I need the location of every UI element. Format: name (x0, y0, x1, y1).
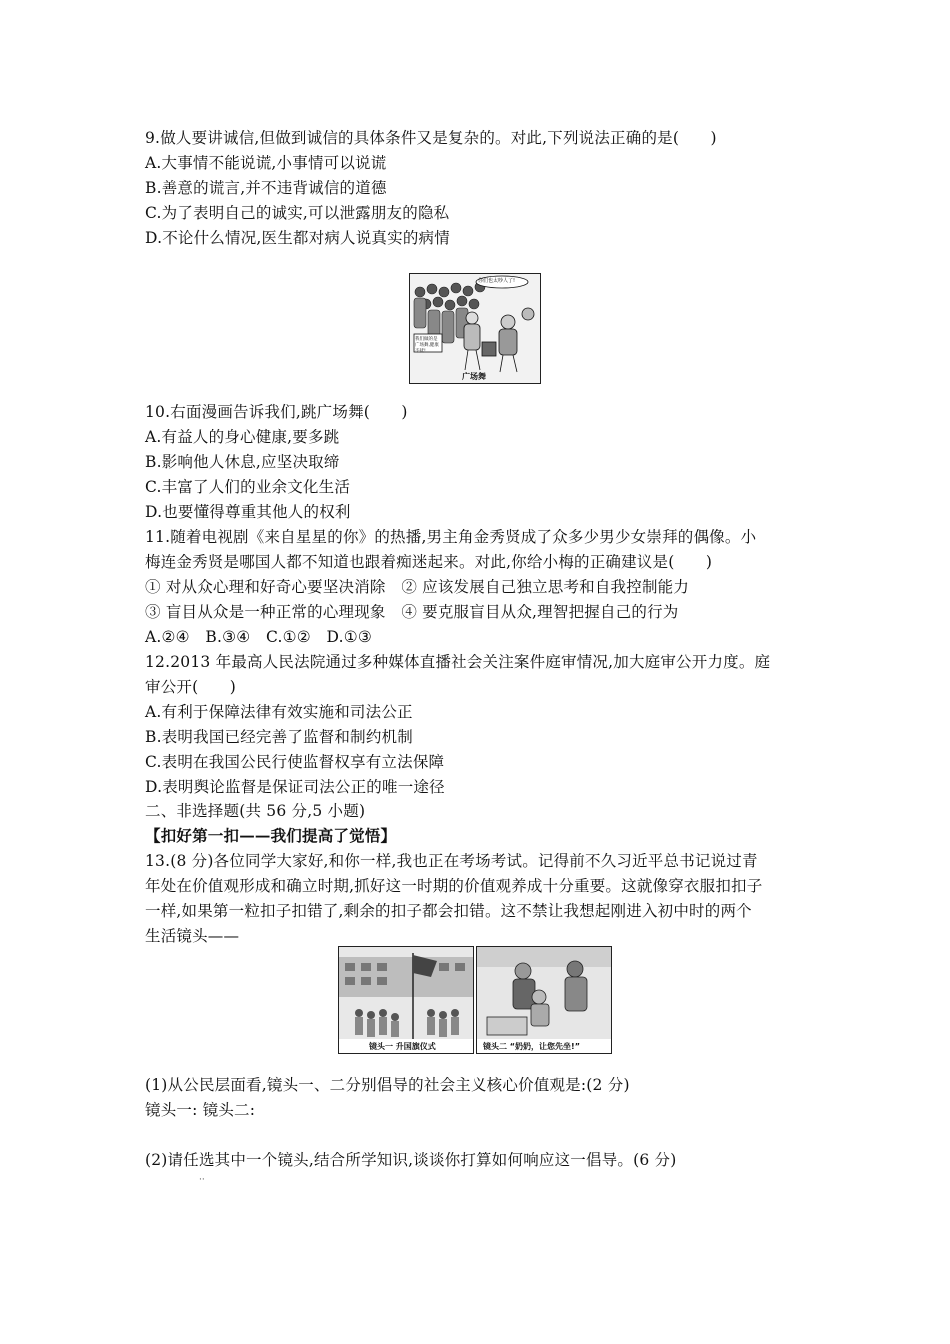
q9-option-a: A.大事情不能说谎,小事情可以说谎 (145, 154, 387, 172)
flag-raising-photo (338, 946, 474, 1054)
q10-option-c: C.丰富了人们的业余文化生活 (145, 478, 351, 496)
q13-line3: 一样,如果第一粒扣子扣错了,剩余的扣子都会扣错。这不禁让我想起刚进入初中时的两个 (145, 902, 752, 920)
q9-option-c: C.为了表明自己的诚实,可以泄露朋友的隐私 (145, 204, 450, 222)
emphasis-mark: ·· (199, 1175, 205, 1185)
q12-option-c: C.表明在我国公民行使监督权享有立法保障 (145, 753, 445, 771)
q10-option-a: A.有益人的身心健康,要多跳 (145, 428, 340, 446)
q11-statements-1: ① 对从众心理和好奇心要坚决消除 ② 应该发展自己独立思考和自我控制能力 (145, 578, 690, 596)
section-subtitle: 【扣好第一扣——我们提高了觉悟】 (145, 826, 397, 845)
q10-option-b: B.影响他人休息,应坚决取缔 (145, 453, 340, 471)
q9-option-b: B.善意的谎言,并不违背诚信的道德 (145, 179, 387, 197)
q11-stem-line2: 梅连金秀贤是哪国人都不知道也跟着痴迷起来。对此,你给小梅的正确建议是( ) (145, 553, 713, 571)
q13-line4: 生活镜头—— (145, 927, 240, 945)
q12-option-d: D.表明舆论监督是保证司法公正的唯一途径 (145, 778, 445, 796)
speech-bubble-text: 你们也太吵人了! (478, 278, 516, 284)
q11-stem-line1: 11.随着电视剧《来自星星的你》的热播,男主角金秀贤成了众多少男少女崇拜的偶像。小 (145, 528, 757, 546)
q13-line1: 13.(8 分)各位同学大家好,和你一样,我也正在考场考试。记得前不久习近平总书记说过青 (145, 852, 758, 870)
photo2-caption: 镜头二 “奶奶，让您先坐!” (483, 1042, 580, 1051)
q12-option-a: A.有利于保障法律有效实施和司法公正 (145, 703, 413, 721)
q11-choices: A.②④ B.③④ C.①② D.①③ (145, 628, 372, 646)
give-seat-photo (476, 946, 612, 1054)
square-dance-cartoon (409, 273, 541, 384)
photo1-caption: 镜头一 升国旗仪式 (369, 1042, 436, 1051)
q11-statements-2: ③ 盲目从众是一种正常的心理现象 ④ 要克服盲目从众,理智把握自己的行为 (145, 603, 679, 621)
section-title: 二、非选择题(共 56 分,5 小题) (145, 802, 366, 820)
q10-stem: 10.右面漫画告诉我们,跳广场舞( ) (145, 403, 408, 421)
q10-option-d: D.也要懂得尊重其他人的权利 (145, 503, 351, 521)
q9-stem: 9.做人要讲诚信,但做到诚信的具体条件又是复杂的。对此,下列说法正确的是( ) (145, 129, 717, 147)
q13-part1: (1)从公民层面看,镜头一、二分别倡导的社会主义核心价值观是:(2 分) (145, 1076, 630, 1094)
q13-line2: 年处在价值观形成和确立时期,抓好这一时期的价值观养成十分重要。这就像穿衣服扣扣子 (145, 877, 763, 895)
cartoon-caption: 广场舞 (462, 372, 486, 381)
q12-stem-line1: 12.2013 年最高人民法院通过多种媒体直播社会关注案件庭审情况,加大庭审公开力度。庭 (145, 653, 771, 671)
cartoon-sign-text: 我们做的是广场舞,健康不扰! (415, 337, 439, 354)
q12-stem-line2: 审公开( ) (145, 678, 236, 696)
q13-part1-answer: 镜头一: 镜头二: (145, 1101, 256, 1119)
q9-option-d: D.不论什么情况,医生都对病人说真实的病情 (145, 229, 450, 247)
q13-part2: (2)请任选其中一个镜头,结合所学知识,谈谈你打算如何响应这一倡导。(6 分) (145, 1151, 677, 1169)
q12-option-b: B.表明我国已经完善了监督和制约机制 (145, 728, 413, 746)
